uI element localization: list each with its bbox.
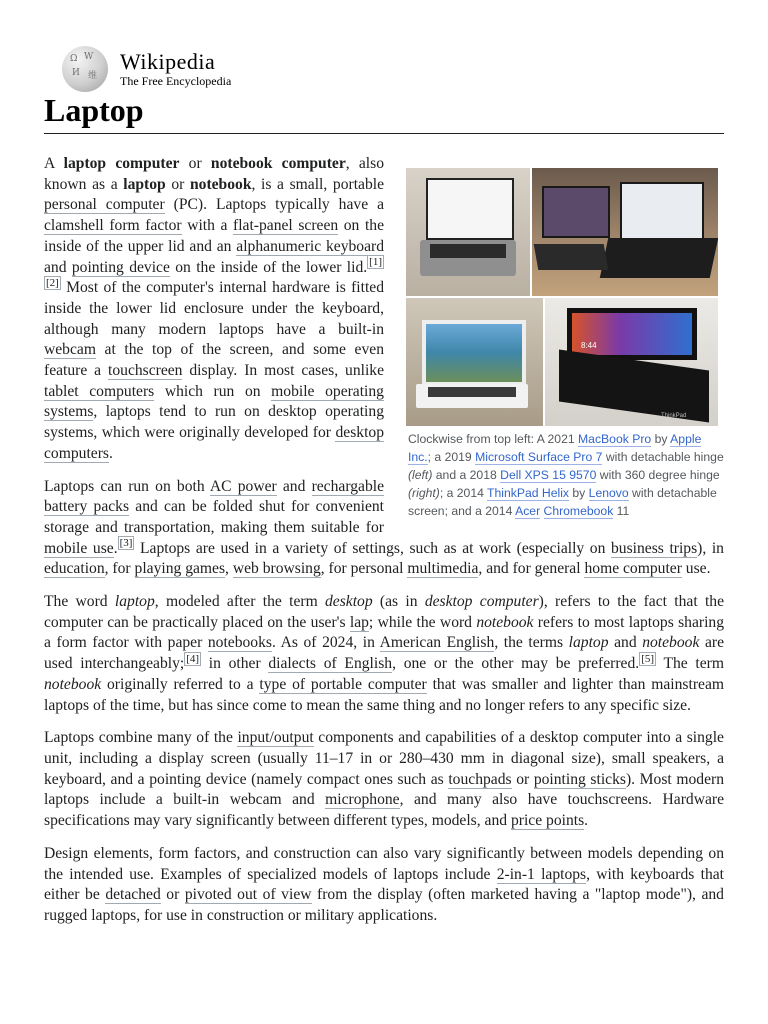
bold-text: laptop xyxy=(123,175,166,193)
text-run: , and for general xyxy=(478,560,585,578)
wiki-link[interactable]: touchpads xyxy=(448,770,512,788)
wiki-link[interactable]: AC power xyxy=(209,477,277,495)
wiki-link[interactable]: personal computer xyxy=(44,196,165,214)
wiki-link[interactable]: mobile use xyxy=(44,539,114,557)
text-run: , with keyboards that either be xyxy=(44,865,725,904)
wiki-link[interactable]: Apple Inc. xyxy=(408,432,702,464)
citation xyxy=(118,536,135,550)
text-run: on the inside of the lower lid. xyxy=(169,258,368,276)
wiki-link[interactable]: alphanumeric keyboard xyxy=(236,237,385,255)
italic-text: (left) xyxy=(408,468,433,482)
text-run: , modeled after the term xyxy=(154,593,325,611)
italic-text: laptop xyxy=(568,634,609,652)
text-run: in other xyxy=(201,655,269,673)
text-run: , also known as a xyxy=(44,155,384,193)
globe-glyph: 维 xyxy=(88,71,98,81)
text-run: by xyxy=(651,432,671,446)
text-run: 11 xyxy=(613,504,630,518)
text-run: and xyxy=(276,477,312,495)
page-title: Laptop xyxy=(44,92,724,134)
wiki-link[interactable]: playing games xyxy=(134,560,226,578)
text-run: , the terms xyxy=(494,634,569,652)
text-run: , laptops tend to run on desktop operating systems, which were originally developed for xyxy=(44,403,384,442)
italic-text: laptop xyxy=(114,593,155,611)
wiki-link[interactable]: education xyxy=(44,560,105,578)
photo-acer-chromebook xyxy=(406,298,543,426)
text-run: (as in xyxy=(372,593,425,611)
wiki-link[interactable]: 2-in-1 laptops xyxy=(496,865,587,883)
bold-text: notebook xyxy=(189,175,252,193)
wiki-link[interactable]: Microsoft Surface Pro 7 xyxy=(475,450,603,464)
italic-text: desktop xyxy=(325,593,373,611)
citation xyxy=(367,255,384,269)
wiki-link[interactable]: Lenovo xyxy=(588,486,629,500)
text-run: components and capabilities of a desktop computer into a single unit, including a display screen (usually 11–17 in or 280–430 mm in diagonal size), small speakers, a keyboard, and a pointing device (namely compact ones such as xyxy=(44,729,724,788)
wiki-link[interactable]: rechargable battery packs xyxy=(44,477,384,516)
text-run: by xyxy=(569,486,589,500)
text-run: with detachable hinge xyxy=(602,450,724,464)
italic-text: notebook xyxy=(44,675,102,693)
citation-link[interactable]: [4] xyxy=(186,652,200,665)
site-name: Wikipedia xyxy=(120,49,216,74)
text-run: ). Most modern laptops include a built-in webcam and xyxy=(44,770,725,809)
text-run: Laptops combine many of the xyxy=(44,729,238,747)
text-run: . xyxy=(584,812,589,830)
text-run: , one or the other may be preferred. xyxy=(392,655,640,673)
laptop-photo-collage[interactable] xyxy=(406,168,718,426)
site-tagline: The Free Encyclopedia xyxy=(120,74,232,88)
wiki-link[interactable]: webcam xyxy=(44,341,96,359)
wiki-link[interactable]: Dell XPS 15 9570 xyxy=(500,468,597,482)
text-run: ; a 2019 xyxy=(427,450,476,464)
text-run: and can be folded shut for convenient storage and transportation, making them suitable for xyxy=(44,498,385,536)
wikipedia-wordmark[interactable] xyxy=(120,50,231,88)
text-run: and xyxy=(44,258,72,276)
citation xyxy=(184,652,201,666)
wiki-link[interactable]: mobile operating systems xyxy=(44,382,384,421)
text-run: and a 2018 xyxy=(432,468,501,482)
globe-glyph: Ω xyxy=(70,54,78,64)
wiki-link[interactable]: home computer xyxy=(584,560,682,578)
photo-surface-and-dell xyxy=(532,168,718,296)
wiki-link[interactable]: dialects of English xyxy=(268,655,393,673)
text-run: that was smaller and lighter than mainstream laptops of the time, but has since come to mean the same thing and no longer refers to any specific size. xyxy=(44,675,724,714)
wiki-link[interactable]: lap xyxy=(349,613,369,631)
citation-link[interactable]: [5] xyxy=(641,652,655,665)
text-run: Laptops can run on both xyxy=(44,477,210,495)
globe-glyph: И xyxy=(72,68,80,78)
wiki-link[interactable]: Chromebook xyxy=(543,504,614,518)
photo-thinkpad-helix xyxy=(545,298,718,426)
infobox-figure xyxy=(406,168,724,520)
wiki-link[interactable]: desktop computers xyxy=(44,424,384,462)
wiki-link[interactable]: ThinkPad Helix xyxy=(487,486,570,500)
text-run: ; while the word xyxy=(368,613,477,631)
text-run: originally referred to a xyxy=(101,675,260,693)
paragraph-design xyxy=(44,844,724,927)
text-run: , and many also have touchscreens. Hardware specifications may vary significantly between different types, models, and xyxy=(44,791,724,830)
article-body xyxy=(44,154,724,939)
wiki-link[interactable]: input/output xyxy=(237,729,314,747)
text-run: , xyxy=(225,560,233,578)
wikipedia-globe-logo[interactable] xyxy=(62,46,108,92)
globe-glyph: W xyxy=(84,52,94,62)
text-run: Design elements, form factors, and construction can also vary significantly between models depending on the intended use. Examples of specialized models of laptops include xyxy=(44,844,724,883)
photo-macbook-pro xyxy=(406,168,530,296)
text-run: or xyxy=(511,770,534,788)
text-run: . xyxy=(113,539,118,557)
wiki-link[interactable]: MacBook Pro xyxy=(578,432,652,446)
text-run: ; a 2014 xyxy=(439,486,488,500)
text-run: from the display (often marketed having a "laptop mode"), and rugged laptops, for use in construction or military applications. xyxy=(44,886,724,924)
wiki-link[interactable]: Acer xyxy=(515,504,541,518)
text-run: use. xyxy=(681,560,711,578)
wiki-link[interactable]: price points xyxy=(510,812,585,830)
text-run: , is a small, portable xyxy=(251,175,384,193)
text-run: with a xyxy=(181,217,234,235)
text-run: ), refers to the fact that the computer can be practically placed on the user's xyxy=(44,593,724,631)
text-run: . xyxy=(108,444,113,462)
text-run: display. In most cases, unlike xyxy=(182,362,385,380)
citation xyxy=(44,276,61,290)
italic-text: desktop computer xyxy=(424,593,539,611)
paragraph-components xyxy=(44,728,724,832)
text-run: A xyxy=(44,155,64,172)
wiki-link[interactable]: detached xyxy=(105,886,161,904)
text-run: at the top of the screen, and some even feature a xyxy=(44,341,384,380)
wiki-link[interactable]: pointing device xyxy=(71,258,170,276)
text-run: The word xyxy=(44,593,115,611)
text-run: The term xyxy=(656,655,724,673)
citation-link[interactable]: [2] xyxy=(46,277,59,290)
wiki-link[interactable]: American English xyxy=(379,634,495,652)
text-run xyxy=(540,504,543,518)
citation xyxy=(639,652,656,666)
text-run: or xyxy=(165,175,190,193)
text-run: (PC). Laptops typically have a xyxy=(164,196,384,214)
text-run: . As of 2024, in xyxy=(271,634,380,652)
text-run: and xyxy=(608,634,643,652)
text-run: on the inside of the upper lid and an xyxy=(44,217,384,255)
text-run: or xyxy=(179,155,211,172)
thinkpad-brand: ThinkPad xyxy=(661,413,687,419)
text-run: are used interchangeably; xyxy=(44,634,724,673)
text-run: Clockwise from top left: A 2021 xyxy=(408,432,579,446)
text-run: or xyxy=(160,886,185,904)
bold-text: laptop computer xyxy=(63,155,180,172)
wiki-link[interactable]: business trips xyxy=(611,539,698,557)
text-run: refers to most laptops sharing a form factor with paper xyxy=(44,613,725,652)
text-run: ), in xyxy=(697,539,724,557)
wiki-link[interactable]: clamshell form factor xyxy=(44,217,182,235)
text-run: Laptops are used in a variety of settings, such as at work (especially on xyxy=(134,539,611,557)
wiki-link[interactable]: tablet computers xyxy=(44,382,155,400)
text-run: Most of the computer's internal hardware is fitted inside the lower lid enclosure under the keyboard, although many modern laptops have a built-in xyxy=(44,279,384,338)
helix-clock: 8:44 xyxy=(581,341,597,350)
text-run: with detachable screen; and a 2014 xyxy=(408,486,717,518)
paragraph-etymology xyxy=(44,592,724,716)
wiki-link[interactable]: pointing sticks xyxy=(533,770,626,788)
italic-text: (right) xyxy=(408,486,440,500)
italic-text: notebook xyxy=(476,613,534,631)
wiki-link[interactable]: pivoted out of view xyxy=(184,886,312,904)
text-run: which run on xyxy=(154,382,272,400)
citation-link[interactable]: [1] xyxy=(369,256,382,269)
wiki-link[interactable]: flat-panel screen xyxy=(233,217,339,235)
text-run: with 360 degree hinge xyxy=(596,468,720,482)
italic-text: notebook xyxy=(642,634,700,652)
wiki-link[interactable]: notebooks xyxy=(207,634,272,652)
wiki-link[interactable]: web browsing xyxy=(232,560,321,578)
wiki-link[interactable]: multimedia xyxy=(407,560,479,578)
text-run: , for xyxy=(104,560,135,578)
bold-text: notebook computer xyxy=(210,155,346,172)
wiki-link[interactable]: touchscreen xyxy=(108,362,183,380)
wiki-link[interactable]: microphone xyxy=(325,791,400,809)
citation-link[interactable]: [3] xyxy=(119,537,133,550)
figure-caption xyxy=(406,430,724,520)
wiki-link[interactable]: type of portable computer xyxy=(259,675,427,693)
text-run: , for personal xyxy=(320,560,408,578)
